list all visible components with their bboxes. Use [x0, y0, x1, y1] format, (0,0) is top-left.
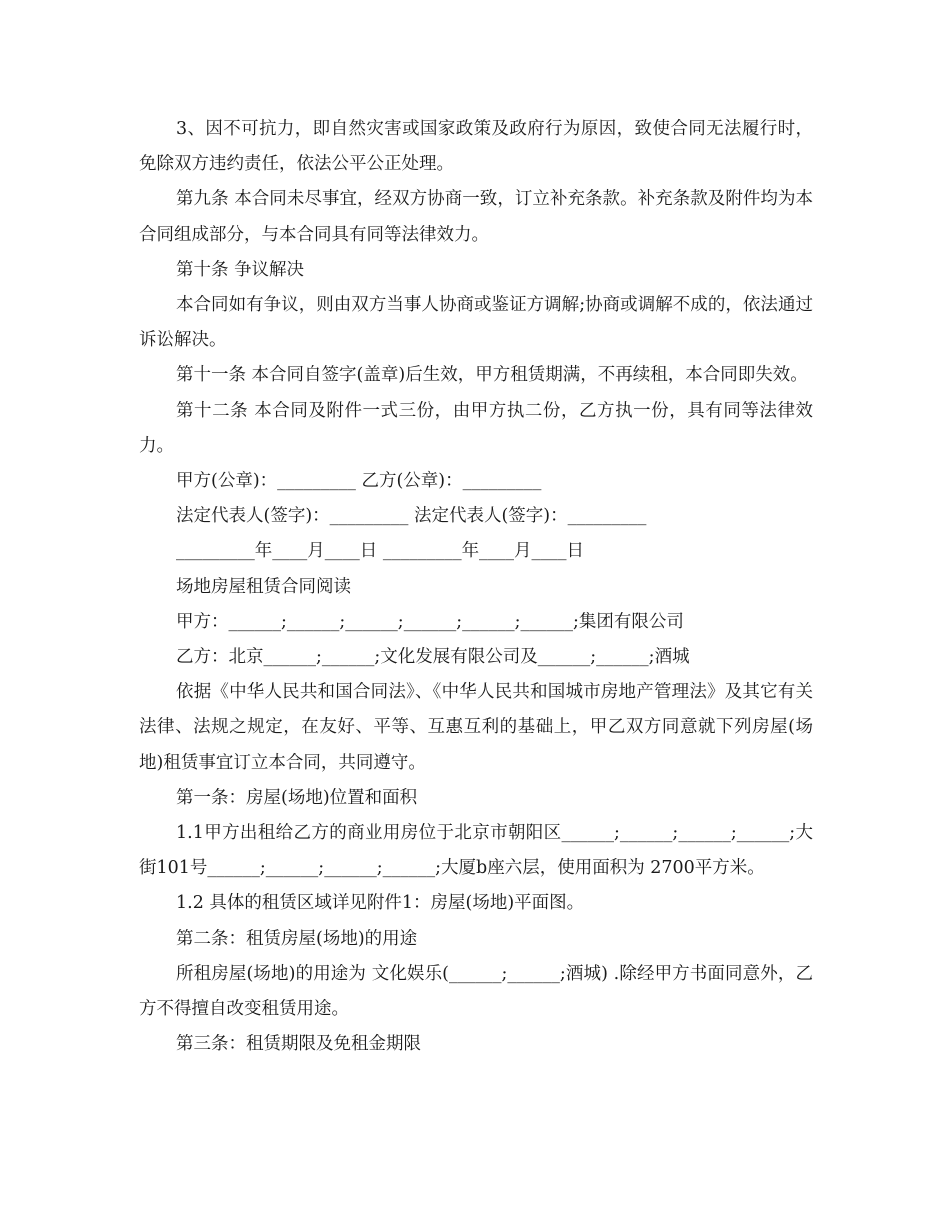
paragraph-1-2: 1.2 具体的租赁区域详见附件1：房屋(场地)平面图。	[176, 893, 585, 914]
document-body	[139, 112, 813, 1062]
party-a-line: 甲方：______;______;______;______;______;______;集团有限公司	[176, 611, 684, 632]
section-title: 场地房屋租赁合同阅读	[176, 576, 351, 597]
heading-article-1: 第一条：房屋(场地)位置和面积	[176, 787, 418, 808]
paragraph-1-1: 1.1甲方出租给乙方的商业用房位于北京市朝阳区______;______;______;______;大街101号______;______;______;______;大厦b座六层，使用面积为 2700平方米。	[139, 823, 813, 879]
heading-article-2: 第二条：租赁房屋(场地)的用途	[176, 928, 418, 949]
paragraph-force-majeure: 3、因不可抗力，即自然灾害或国家政策及政府行为原因，致使合同无法履行时，免除双方违约责任，依法公平公正处理。	[139, 119, 813, 175]
paragraph-legal-basis: 依据《中华人民共和国合同法》、《中华人民共和国城市房地产管理法》及其它有关法律、法规之规定，在友好、平等、互惠互利的基础上，甲乙双方同意就下列房屋(场地)租赁事宜订立本合同，共同遵守。	[139, 682, 813, 773]
heading-article-3: 第三条：租赁期限及免租金期限	[176, 1034, 421, 1055]
paragraph-usage: 所租房屋(场地)的用途为 文化娱乐(______;______;酒城) .除经甲方书面同意外，乙方不得擅自改变租赁用途。	[139, 963, 813, 1020]
paragraph-article-9: 第九条 本合同未尽事宜，经双方协商一致，订立补充条款。补充条款及附件均为本合同组成部分，与本合同具有同等法律效力。	[139, 189, 813, 245]
paragraph-article-12: 第十二条 本合同及附件一式三份，由甲方执二份，乙方执一份，具有同等法律效力。	[139, 400, 813, 456]
party-b-line: 乙方：北京______;______;文化发展有限公司及______;______;酒城	[176, 647, 690, 668]
signature-representative-line: 法定代表人(签字)：_________ 法定代表人(签字)：_________	[176, 506, 647, 527]
paragraph-article-11: 第十一条 本合同自签字(盖章)后生效，甲方租赁期满，不再续租，本合同即失效。	[176, 365, 808, 386]
signature-seal-line: 甲方(公章)：_________ 乙方(公章)：_________	[176, 471, 542, 492]
paragraph-dispute-resolution: 本合同如有争议，则由双方当事人协商或鉴证方调解;协商或调解不成的，依法通过诉讼解决。	[139, 295, 813, 351]
signature-date-line: _________年____月____日 _________年____月____日	[176, 541, 585, 562]
heading-article-10: 第十条 争议解决	[176, 259, 305, 280]
